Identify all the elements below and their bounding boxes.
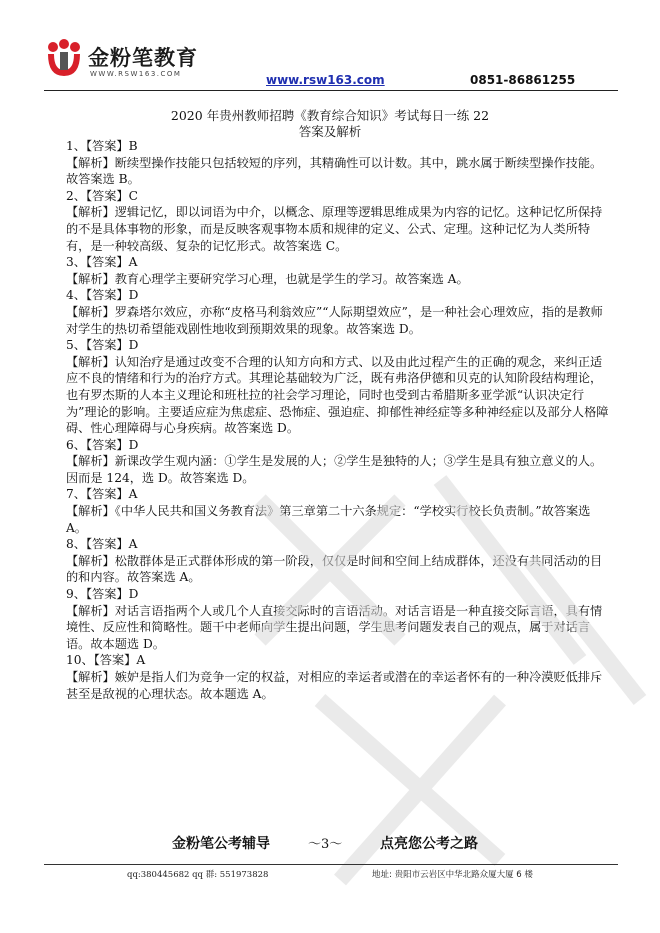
answer-line: 6、【答案】D: [66, 437, 139, 452]
answer-line: 3、【答案】A: [66, 255, 138, 270]
explanation-paragraph: 【解析】逻辑记忆，即以词语为中介，以概念、原理等逻辑思维成果为内容的记忆。这种记忆所保持的不是具体事物的形象，而是反映客观事物本质和规律的定义、公式、定理。这种记忆为人类所特有，是一种较高级、复杂的记忆形式。故答案选 C。: [66, 205, 603, 253]
document-title: 2020 年贵州教师招聘《教育综合知识》考试每日一练 22: [170, 108, 490, 123]
document-subtitle: 答案及解析: [298, 124, 362, 139]
answer-line: 9、【答案】D: [66, 587, 139, 602]
brand-url: WWW.RSW163.COM: [90, 70, 182, 78]
explanation-paragraph: 【解析】罗森塔尔效应，亦称“皮格马利翁效应”“人际期望效应”，是一种社会心理效应，指的是教师对学生的热切希望能戏剧性地收到预期效果的现象。故答案选 D。: [66, 304, 603, 336]
footer-divider: [44, 864, 618, 865]
page-header: [0, 0, 660, 92]
explanation-paragraph: 【解析】对话言语指两个人或几个人直接交际时的言语活动。对话言语是一种直接交际言语，具有情境性、反应性和简略性。题干中老师向学生提出问题，学生思考问题发表自己的观点，属于对话言语。故本题选 D。: [66, 603, 603, 651]
header-phone: 0851-86861255: [470, 73, 576, 87]
explanation-paragraph: 【解析】教育心理学主要研究学习心理，也就是学生的学习。故答案选 A。: [66, 271, 469, 286]
page-number: ～3～: [308, 837, 343, 852]
answer-line: 7、【答案】A: [66, 487, 138, 502]
explanation-paragraph: 【解析】嫉妒是指人们为竞争一定的权益，对相应的幸运者或潜在的幸运者怀有的一种冷漠贬低排斥甚至是敌视的心理状态。故本题选 A。: [66, 670, 603, 701]
answer-line: 10、【答案】A: [66, 653, 146, 668]
answer-line: 2、【答案】C: [66, 188, 138, 203]
answers-section: [66, 138, 612, 702]
explanation-paragraph: 【解析】松散群体是正式群体形成的第一阶段，仅仅是时间和空间上结成群体，还没有共同活动的目的和内容。故答案选 A。: [66, 553, 603, 585]
brand-logo-icon: [44, 38, 84, 78]
answer-line: 5、【答案】D: [66, 338, 139, 353]
footer-slogan-right: 点亮您公考之路: [380, 836, 478, 852]
brand-name: 金粉笔教育: [88, 46, 198, 70]
explanation-paragraph: 【解析】断续型操作技能只包括较短的序列，其精确性可以计数。其中，跳水属于断续型操作技能。故答案选 B。: [66, 155, 603, 187]
header-website-link[interactable]: www.rsw163.com: [266, 73, 385, 87]
answer-line: 4、【答案】D: [66, 288, 139, 303]
header-divider: [44, 90, 618, 91]
answer-line: 8、【答案】A: [66, 537, 138, 552]
footer-slogan-left: 金粉笔公考辅导: [172, 836, 270, 852]
footer-qq: qq:380445682 qq 群: 551973828: [127, 870, 269, 880]
footer-address: 地址: 贵阳市云岩区中华北路众厦大厦 6 楼: [372, 870, 533, 880]
explanation-paragraph: 【解析】认知治疗是通过改变不合理的认知方向和方式、以及由此过程产生的正确的观念，来纠正适应不良的情绪和行为的治疗方式。其理论基础较为广泛，既有弗洛伊德和贝克的认知阶段结构理论，也有罗杰斯的人本主义理论和班杜拉的社会学习理论，同时也受到古希腊斯多亚学派“认识决定行为”理论的影响。主要适应症为焦虑症、恐怖症、强迫症、抑郁性神经症等多种神经症以及部分人格障碍、性心理障碍与心身疾病。故答案选 D。: [66, 354, 609, 436]
explanation-paragraph: 【解析】《中华人民共和国义务教育法》第三章第二十六条规定：“学校实行校长负责制。”故答案选 A。: [66, 504, 591, 535]
explanation-paragraph: 【解析】新课改学生观内涵：①学生是发展的人；②学生是独特的人；③学生是具有独立意义的人。因而是 124，选 D。故答案选 D。: [66, 454, 603, 485]
answer-line: 1、【答案】B: [66, 139, 138, 153]
